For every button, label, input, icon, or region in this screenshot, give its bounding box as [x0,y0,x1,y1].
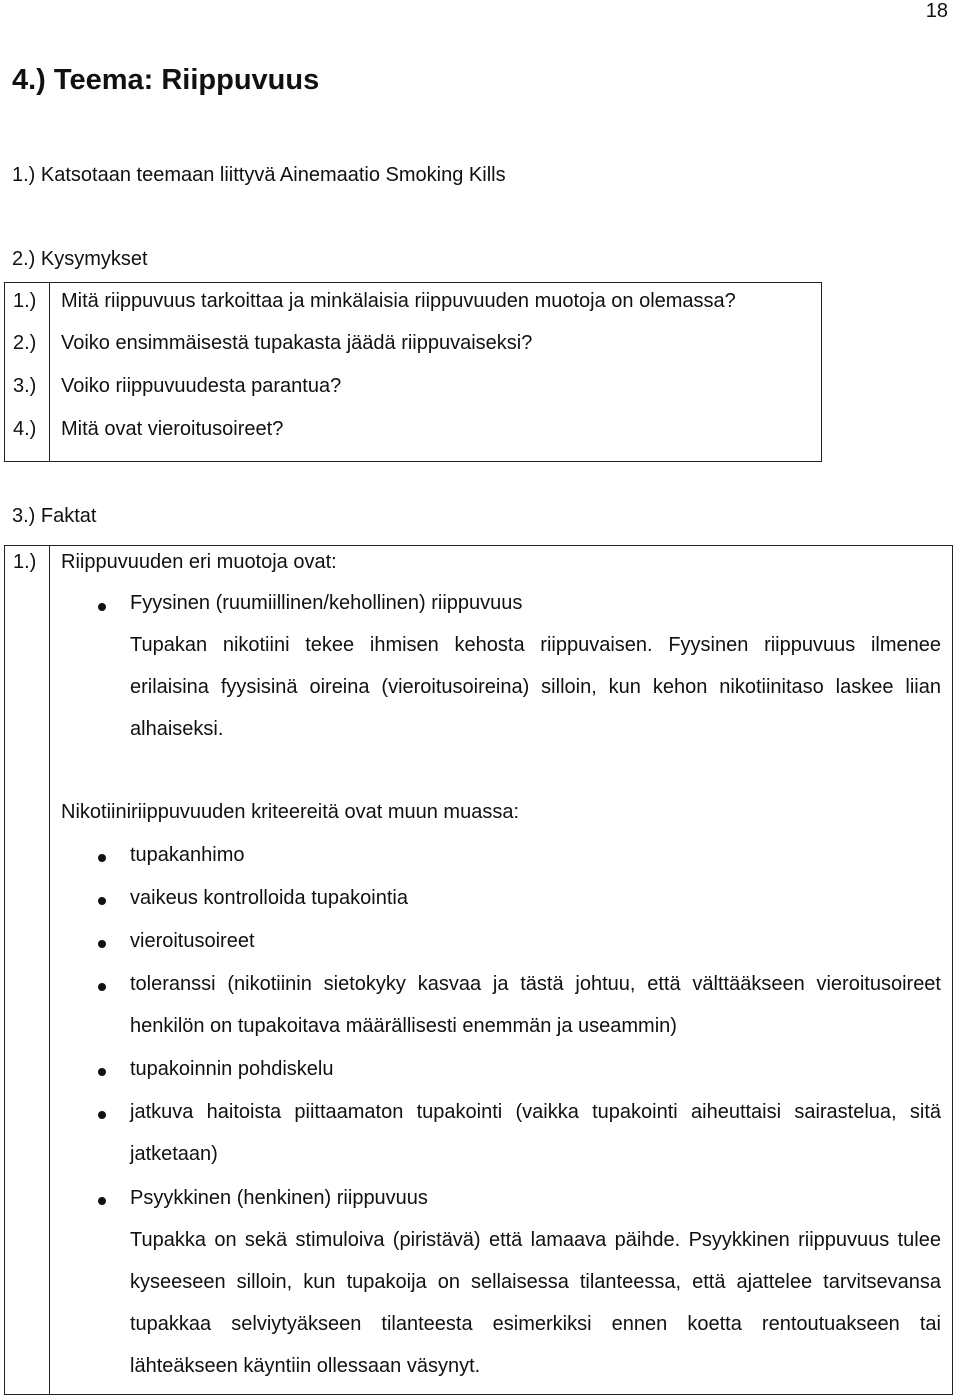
question-text: Voiko ensimmäisestä tupakasta jäädä riippuvaiseksi? [61,332,533,354]
section-heading: 4.) Teema: Riippuvuus [12,64,320,96]
bullet-icon [98,1197,106,1205]
question-number: 1.) [13,290,37,312]
physical-text: Tupakan nikotiini tekee ihmisen kehosta riippuvaisen. Fyysinen riippuvuus ilmenee erilaisina fyysisinä oireina (vieroitusoireina) silloin, kun kehon nikotiinitaso laskee liian alhaiseksi. [130,634,941,740]
bullet-icon [98,897,106,905]
facts-table [4,545,953,1395]
bullet-icon [98,983,106,991]
intro-line: 1.) Katsotaan teemaan liittyvä Ainemaatio Smoking Kills [12,164,506,186]
bullet-icon [98,1111,106,1119]
question-text: Voiko riippuvuudesta parantua? [61,375,342,397]
questions-title: 2.) Kysymykset [12,248,148,270]
bullet-icon [98,854,106,862]
question-text: Mitä ovat vieroitusoireet? [61,418,284,440]
criteria-item: vaikeus kontrolloida tupakointia [130,887,408,909]
page-number: 18 [925,0,948,22]
psych-text: Tupakka on sekä stimuloiva (piristävä) että lamaava päihde. Psyykkinen riippuvuus tulee kyseeseen silloin, kun tupakoija on sellaisessa tilanteessa, että ajattelee tarvitsevansa tupakkaa selviytyäkseen tilanteesta esimerkiksi ennen koetta rentoutuakseen tai lähteäkseen käyntiin ollessaan väsynyt. [130,1229,941,1377]
facts-lead: Riippuvuuden eri muotoja ovat: [61,551,337,573]
bullet-icon [98,603,106,611]
bullet-icon [98,940,106,948]
question-text: Mitä riippuvuus tarkoittaa ja minkälaisia riippuvuuden muotoja on olemassa? [61,290,736,312]
fact-number: 1.) [13,551,37,573]
question-number: 4.) [13,418,37,440]
criteria-item: tupakanhimo [130,844,245,866]
question-number: 3.) [13,375,37,397]
question-number: 2.) [13,332,37,354]
table-divider [49,546,50,1394]
criteria-item: jatkuva haitoista piittaamaton tupakointi (vaikka tupakointi aiheuttaisi sairastelua, sitä jatketaan) [130,1101,941,1165]
criteria-item: vieroitusoireet [130,930,255,952]
criteria-item: toleranssi (nikotiinin sietokyky kasvaa ja tästä johtuu, että välttääkseen vieroitusoireet henkilön on tupakoitava määrällisesti enemmän ja useammin) [130,973,941,1037]
bullet-icon [98,1068,106,1076]
criteria-item: tupakoinnin pohdiskelu [130,1058,334,1080]
questions-table [4,282,822,462]
facts-title: 3.) Faktat [12,505,97,527]
physical-label: Fyysinen (ruumiillinen/kehollinen) riippuvuus [130,592,523,614]
psych-label: Psyykkinen (henkinen) riippuvuus [130,1187,428,1209]
criteria-lead: Nikotiiniriippuvuuden kriteereitä ovat muun muassa: [61,801,520,823]
table-divider [49,283,50,461]
